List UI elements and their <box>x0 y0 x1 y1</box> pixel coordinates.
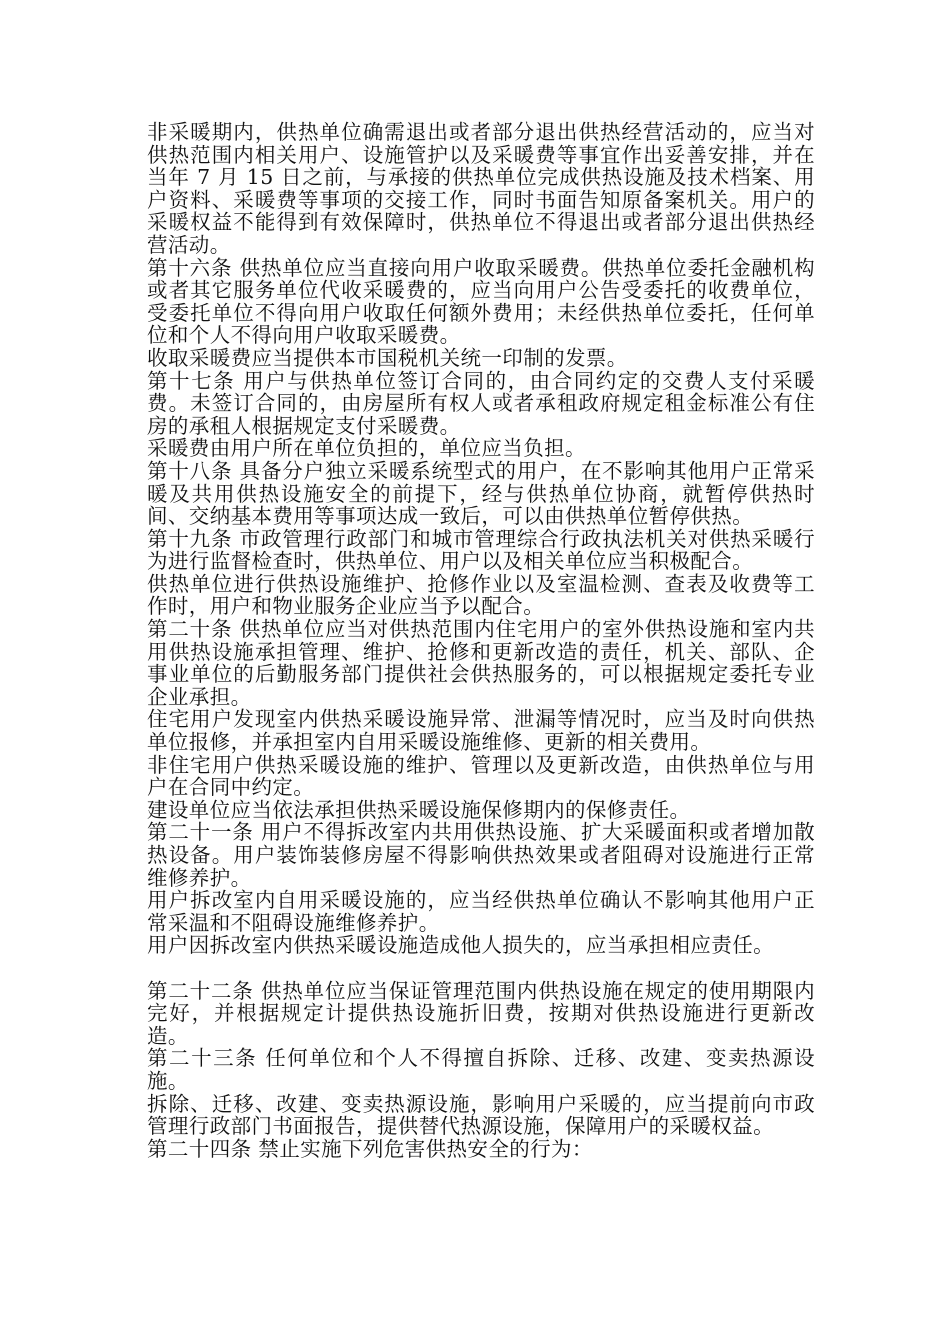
paragraph-article-23: 第二十三条 任何单位和个人不得擅自拆除、迁移、改建、变卖热源设施。 <box>147 1046 815 1093</box>
paragraph-liability: 用户因拆改室内供热采暖设施造成他人损失的，应当承担相应责任。 <box>147 933 774 958</box>
paragraph-article-19: 第十九条 市政管理行政部门和城市管理综合行政执法机关对供热采暖行为进行监督检查时，供热单位、用户以及相关单位应当积极配合。 <box>147 526 815 574</box>
paragraph-article-20: 第二十条 供热单位应当对供热范围内住宅用户的室外供热设施和室内共用供热设施承担管理、维护、抢修和更新改造的责任，机关、部队、企事业单位的后勤服务部门提供社会供热服务的，可以根据规定委托专业企业承担。 <box>147 617 815 709</box>
paragraph-unit-burden: 采暖费由用户所在单位负担的，单位应当负担。 <box>147 436 586 461</box>
paragraph-article-22: 第二十二条 供热单位应当保证管理范围内供热设施在规定的使用期限内完好，并根据规定计提供热设施折旧费，按期对供热设施进行更新改造。 <box>147 978 815 1048</box>
paragraph-article-17: 第十七条 用户与供热单位签订合同的，由合同约定的交费人支付采暖费。未签订合同的，由房屋所有权人或者承租政府规定租金标准公有住房的承租人根据规定支付采暖费。 <box>147 368 815 438</box>
paragraph-cooperation: 供热单位进行供热设施维护、抢修作业以及室温检测、查表及收费等工作时，用户和物业服务企业应当予以配合。 <box>147 571 815 619</box>
paragraph-withdrawal: 非采暖期内，供热单位确需退出或者部分退出供热经营活动的，应当对供热范围内相关用户、设施管护以及采暖费等事宜作出妥善安排，并在当年 7 月 15 日之前，与承接的供热单位完成供热设施及技术档案、用户资料、采暖费等事项的交接工作，同时书面告知原备案机关。用户的采暖权益不能得到有效保障时，供热单位不得退出或者部分退出供热经营活动。 <box>147 120 815 257</box>
paragraph-invoice: 收取采暖费应当提供本市国税机关统一印制的发票。 <box>147 345 628 370</box>
document-body <box>147 121 815 1160</box>
paragraph-article-18: 第十八条 具备分户独立采暖系统型式的用户，在不影响其他用户正常采暖及共用供热设施安全的前提下，经与供热单位协商，就暂停供热时间、交纳基本费用等事项达成一致后，可以由供热单位暂停供热。 <box>147 458 815 529</box>
paragraph-residential-repair: 住宅用户发现室内供热采暖设施异常、泄漏等情况时，应当及时向供热单位报修，并承担室内自用采暖设施维修、更新的相关费用。 <box>147 707 815 755</box>
paragraph-spacer <box>147 957 815 980</box>
paragraph-self-use-modification: 用户拆改室内自用采暖设施的，应当经供热单位确认不影响其他用户正常采温和不阻碍设施维修养护。 <box>147 888 815 935</box>
paragraph-article-24: 第二十四条 禁止实施下列危害供热安全的行为： <box>147 1136 593 1161</box>
paragraph-heat-source-report: 拆除、迁移、改建、变卖热源设施，影响用户采暖的，应当提前向市政管理行政部门书面报告，提供替代热源设施，保障用户的采暖权益。 <box>147 1091 815 1139</box>
paragraph-article-16: 第十六条 供热单位应当直接向用户收取采暖费。供热单位委托金融机构或者其它服务单位代收采暖费的，应当向用户公告受委托的收费单位，受委托单位不得向用户收取任何额外费用；未经供热单位委托，任何单位和个人不得向用户收取采暖费。 <box>147 255 815 348</box>
paragraph-non-residential: 非住宅用户供热采暖设施的维护、管理以及更新改造，由供热单位与用户在合同中约定。 <box>147 752 815 800</box>
paragraph-warranty: 建设单位应当依法承担供热采暖设施保修期内的保修责任。 <box>147 797 691 822</box>
paragraph-article-21: 第二十一条 用户不得拆改室内共用供热设施、扩大采暖面积或者增加散热设备。用户装饰装修房屋不得影响供热效果或者阻碍对设施进行正常维修养护。 <box>147 820 815 890</box>
